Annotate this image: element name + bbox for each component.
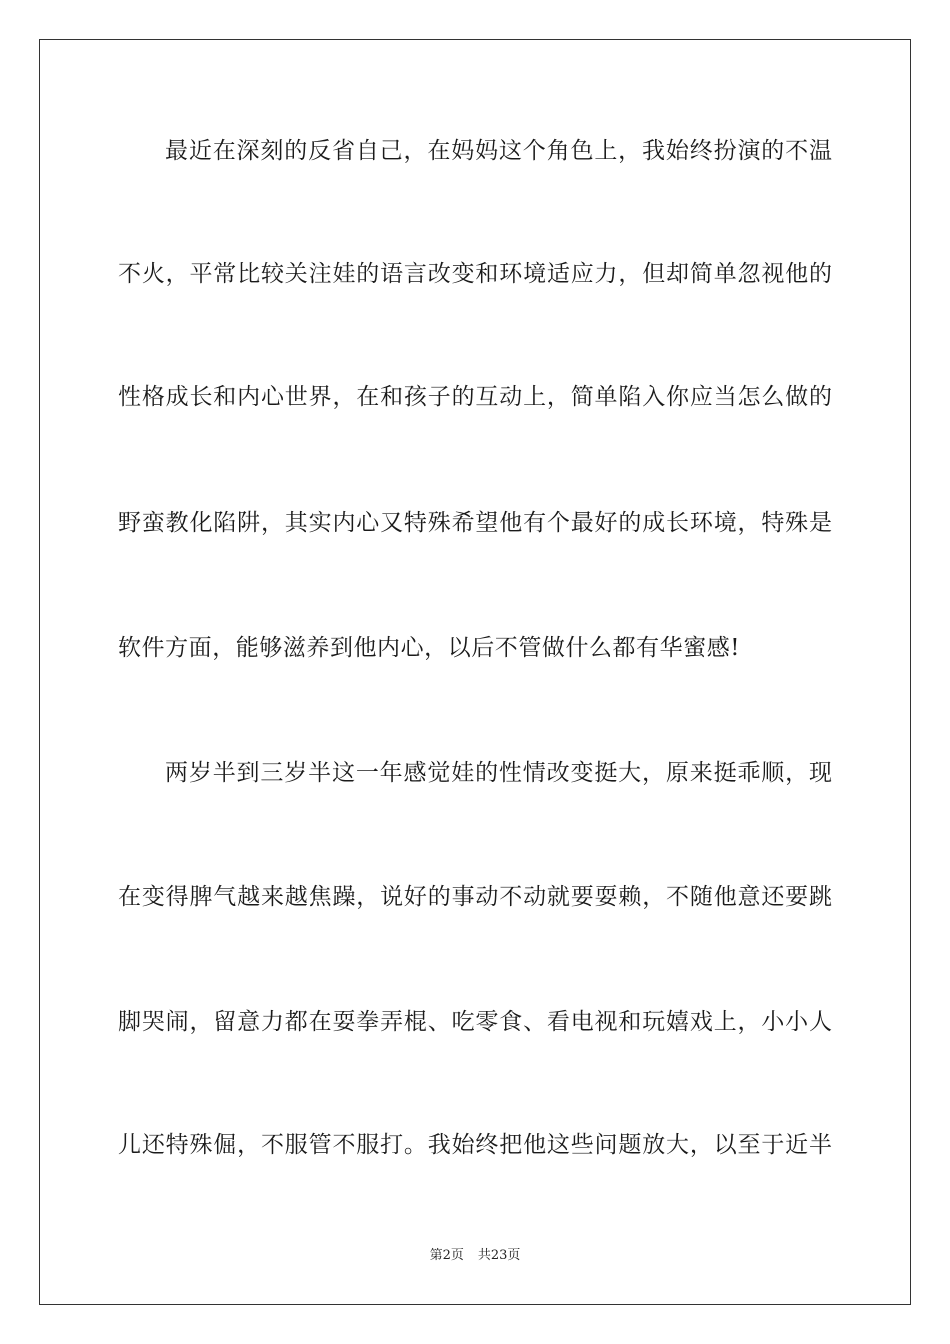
paragraph-1-line-3: 性格成长和内心世界，在和孩子的互动上，简单陷入你应当怎么做的	[118, 384, 832, 410]
page-number: 第2页	[429, 1248, 464, 1263]
paragraph-1-line-5: 软件方面，能够滋养到他内心，以后不管做什么都有华蜜感!	[118, 635, 741, 661]
page-border	[39, 39, 911, 1305]
paragraph-1-line-2: 不火，平常比较关注娃的语言改变和环境适应力，但却简单忽视他的	[118, 261, 832, 287]
paragraph-1-line-4: 野蛮教化陷阱，其实内心又特殊希望他有个最好的成长环境，特殊是	[118, 510, 832, 536]
paragraph-1-line-1: 最近在深刻的反省自己，在妈妈这个角色上，我始终扮演的不温	[165, 138, 832, 164]
paragraph-2-line-2: 在变得脾气越来越焦躁，说好的事动不动就要耍赖，不随他意还要跳	[118, 884, 832, 910]
paragraph-2-line-4: 儿还特殊倔，不服管不服打。我始终把他这些问题放大，以至于近半	[118, 1132, 832, 1158]
page-total: 共23页	[477, 1248, 521, 1263]
paragraph-2-line-1: 两岁半到三岁半这一年感觉娃的性情改变挺大，原来挺乖顺，现	[165, 760, 832, 786]
paragraph-2-line-3: 脚哭闹，留意力都在耍拳弄棍、吃零食、看电视和玩嬉戏上，小小人	[118, 1009, 832, 1035]
page-footer	[0, 1247, 950, 1265]
